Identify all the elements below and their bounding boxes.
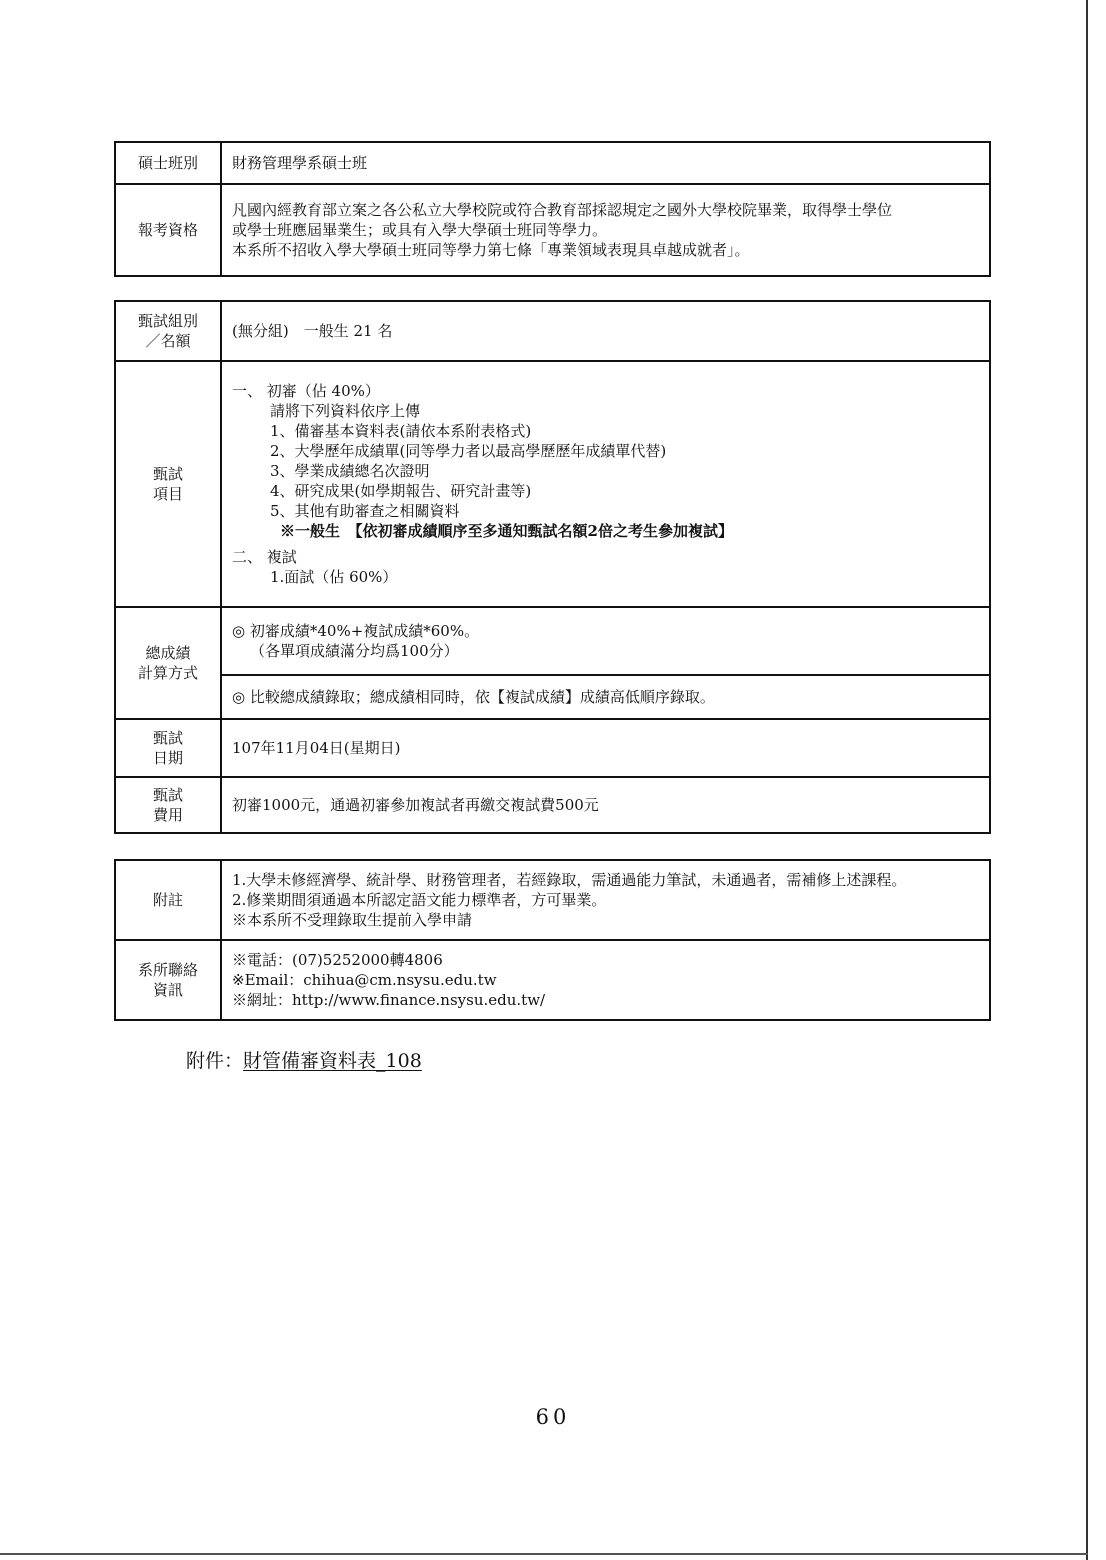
list-item: 1、備審基本資料表(請依本系附表格式) bbox=[270, 422, 532, 440]
date-label: 甄試 日期 bbox=[115, 719, 221, 777]
stage1-instruction: 請將下列資料依序上傳 bbox=[270, 402, 421, 420]
date-value: 107年11月04日(星期日) bbox=[221, 719, 990, 777]
score-formula: ◎ 初審成績*40%+複試成績*60%。 bbox=[232, 622, 480, 640]
page-number: 60 bbox=[535, 1405, 571, 1429]
notes-content bbox=[221, 860, 990, 940]
items-label: 甄試 項目 bbox=[115, 361, 221, 607]
score-formula-note: （各單項成績滿分均爲100分） bbox=[250, 642, 459, 660]
group-label: 甄試組別 ／名額 bbox=[115, 301, 221, 361]
score-rule: ◎ 比較總成績錄取；總成績相同時，依【複試成績】成績高低順序錄取。 bbox=[221, 675, 990, 719]
score-label: 總成績 計算方式 bbox=[115, 607, 221, 719]
fee-value: 初審1000元，通過初審參加複試者再繳交複試費500元 bbox=[221, 777, 990, 833]
list-item: 5、其他有助審查之相關資料 bbox=[270, 502, 460, 520]
notes-label: 附註 bbox=[115, 860, 221, 940]
contact-content bbox=[221, 940, 990, 1020]
eligibility-label: 報考資格 bbox=[115, 184, 221, 276]
note-line: 1.大學未修經濟學、統計學、財務管理者，若經錄取，需通過能力筆試，未通過者，需補修上述課程。 bbox=[232, 871, 907, 889]
contact-website: ※網址：http://www.finance.nsysu.edu.tw/ bbox=[232, 991, 546, 1009]
page-edge-bottom bbox=[0, 1553, 1088, 1555]
fee-label: 甄試 費用 bbox=[115, 777, 221, 833]
exam-info-table bbox=[114, 300, 991, 834]
note-line: 2.修業期間須通過本所認定語文能力標準者，方可畢業。 bbox=[232, 891, 607, 909]
score-formula-cell bbox=[221, 607, 990, 675]
program-info-table bbox=[114, 141, 991, 277]
attachment-link[interactable]: 財管備審資料表_108 bbox=[243, 1050, 422, 1072]
attachment-prefix: 附件： bbox=[186, 1050, 244, 1072]
contact-email: ※Email：chihua@cm.nsysu.edu.tw bbox=[232, 971, 497, 989]
list-item: 3、學業成績總名次證明 bbox=[270, 462, 430, 480]
eligibility-line: 凡國內經教育部立案之各公私立大學校院或符合教育部採認規定之國外大學校院畢業，取得學士學位 bbox=[232, 201, 893, 219]
note-line: ※本系所不受理錄取生提前入學申請 bbox=[232, 911, 473, 929]
list-item: 4、研究成果(如學期報告、研究計畫等) bbox=[270, 482, 532, 500]
contact-phone: ※電話：(07)5252000轉4806 bbox=[232, 951, 443, 969]
group-value: (無分組) 一般生 21 名 bbox=[221, 301, 990, 361]
eligibility-line: 本系所不招收入學大學碩士班同等學力第七條「專業領域表現具卓越成就者」。 bbox=[232, 241, 750, 259]
stage1-note: ※一般生 【依初審成績順序至多通知甄試名額2倍之考生參加複試】 bbox=[280, 522, 733, 540]
stage2-title: 二、 複試 bbox=[232, 548, 297, 566]
stage2-item: 1.面試（佔 60%） bbox=[270, 568, 398, 586]
page-edge-right bbox=[1086, 0, 1088, 1560]
eligibility-content bbox=[221, 184, 990, 276]
eligibility-line: 或學士班應屆畢業生；或具有入學大學碩士班同等學力。 bbox=[232, 221, 608, 239]
notes-table bbox=[114, 859, 991, 1021]
program-value: 財務管理學系碩士班 bbox=[221, 142, 990, 184]
program-label: 碩士班別 bbox=[115, 142, 221, 184]
attachment bbox=[186, 1046, 422, 1073]
list-item: 2、大學歷年成績單(同等學力者以最高學歷歷年成績單代替) bbox=[270, 442, 667, 460]
stage1-title: 一、 初審（佔 40%） bbox=[232, 382, 380, 400]
items-content bbox=[221, 361, 990, 607]
contact-label: 系所聯絡 資訊 bbox=[115, 940, 221, 1020]
